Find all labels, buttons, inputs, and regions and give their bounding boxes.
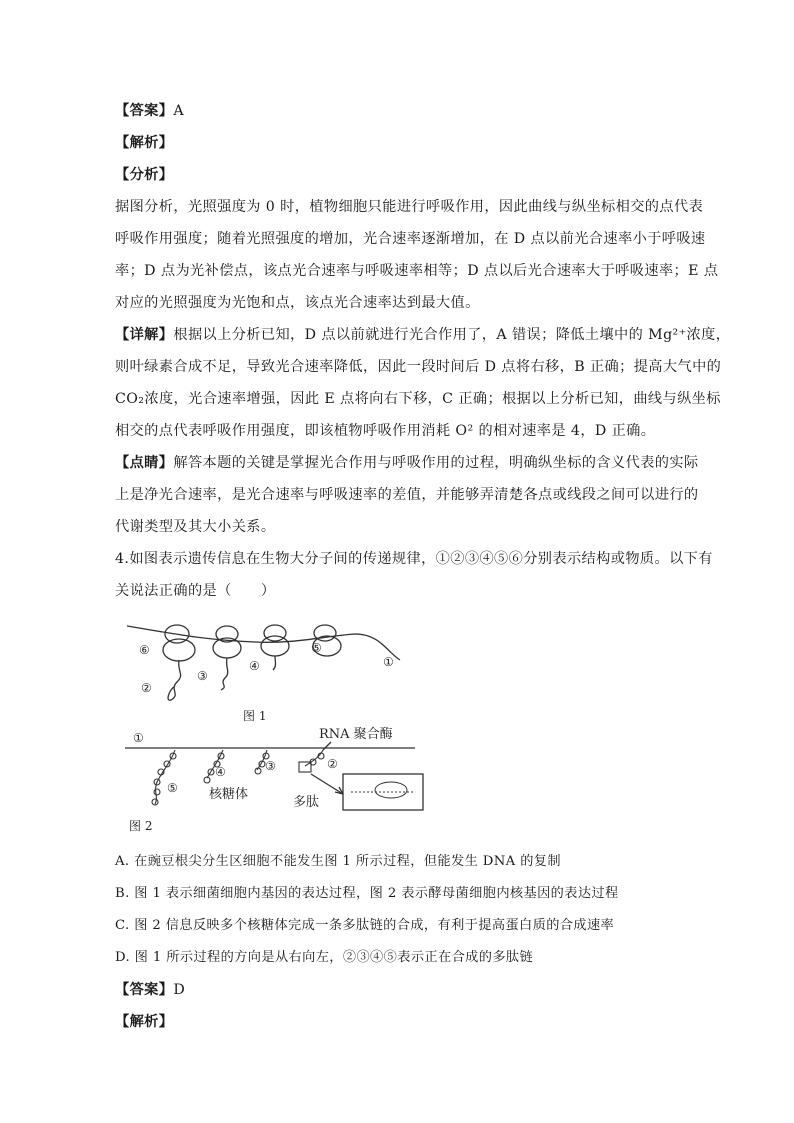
fig2-label-5: ⑤ xyxy=(167,781,178,795)
fig1-caption: 图 1 xyxy=(243,709,267,723)
xiangjie-line: CO₂浓度，光合速率增强，因此 E 点将向右下移，C 正确；根据以上分析已知，曲线与纵坐标 xyxy=(115,391,721,407)
fenxi-heading: 【分析】 xyxy=(115,167,174,183)
fig1-label-3: ③ xyxy=(197,669,208,683)
fenxi-line: 对应的光照强度为光饱和点，该点光合速率达到最大值。 xyxy=(115,295,480,311)
translation-figure xyxy=(115,612,435,842)
polypeptide-2 xyxy=(168,660,181,700)
mrna-chain-5 xyxy=(152,750,176,805)
fenxi-line: 呼吸作用强度；随着光照强度的增加，光合速率逐渐增加，在 D 点以前光合速率小于呼吸速 xyxy=(115,231,706,247)
fenxi-line: 率；D 点为光补偿点，该点光合速率与呼吸速率相等；D 点以后光合速率大于呼吸速率；E 点 xyxy=(115,263,719,279)
dianjing-label: 【点睛】 xyxy=(115,455,174,471)
ribosome-label: 核糖体 xyxy=(209,787,249,802)
xiangjie-label: 【详解】 xyxy=(115,327,174,343)
answer-line xyxy=(115,101,184,121)
dianjing-line: 上是净光合速率，是光合速率与呼吸速率的差值，并能够弄清楚各点或线段之间可以进行的 xyxy=(115,487,699,503)
fig2-label-4: ④ xyxy=(215,765,226,779)
zoom-arrow xyxy=(311,774,343,794)
option-c: C. 图 2 信息反映多个核糖体完成一条多肽链的合成，有利于提高蛋白质的合成速率 xyxy=(115,918,615,933)
answer-label: 【答案】 xyxy=(115,103,174,119)
answer-value-2: D xyxy=(173,982,186,998)
fig1-label-1: ① xyxy=(383,655,394,669)
xiangjie-line: 相交的点代表呼吸作用强度，即该植物呼吸作用消耗 O² 的相对速率是 4，D 正确。 xyxy=(115,423,656,439)
dianjing-line: 代谢类型及其大小关系。 xyxy=(115,519,276,535)
dianjing-line xyxy=(115,453,699,473)
polypeptide-4 xyxy=(273,656,276,670)
ribosome-6 xyxy=(163,625,195,661)
analysis-heading-2: 【解析】 xyxy=(115,1014,174,1030)
polymerase-pointer xyxy=(323,742,331,750)
answer-label-2: 【答案】 xyxy=(115,982,174,998)
fig1-label-2: ② xyxy=(141,681,152,695)
fig2-label-2: ② xyxy=(327,757,338,771)
answer-value: A xyxy=(173,103,185,119)
option-d: D. 图 1 所示过程的方向是从右向左，②③④⑤表示正在合成的多肽链 xyxy=(115,950,534,965)
fig2-label-1: ① xyxy=(133,731,144,745)
ribosome-3 xyxy=(213,626,241,658)
mrna-chain-2 xyxy=(299,750,324,772)
fig1-label-4: ④ xyxy=(249,659,260,673)
polypeptide-3 xyxy=(221,658,228,690)
ribosome-4 xyxy=(261,625,289,656)
option-b: B. 图 1 表示细菌细胞内基因的表达过程，图 2 表示酵母菌细胞内核基因的表达过程 xyxy=(115,886,619,901)
question-line: 4.如图表示遗传信息在生物大分子间的传递规律，①②③④⑤⑥分别表示结构或物质。以下有 xyxy=(115,551,713,567)
polypeptide-label: 多肽 xyxy=(293,795,320,810)
figure-drawing xyxy=(115,612,435,842)
zoom-box-ribosome xyxy=(375,782,407,798)
answer-line-2 xyxy=(115,980,185,1000)
analysis-heading: 【解析】 xyxy=(115,135,174,151)
fig2-label-3: ③ xyxy=(265,759,276,773)
fig2-caption: 图 2 xyxy=(129,819,153,833)
mrna-strand-fig1 xyxy=(127,626,400,660)
xiangjie-text: 根据以上分析已知，D 点以前就进行光合作用了，A 错误；降低土壤中的 Mg²⁺浓度， xyxy=(173,327,731,343)
rna-polymerase-label: RNA 聚合酶 xyxy=(319,727,393,742)
xiangjie-line xyxy=(115,325,730,345)
dianjing-text: 解答本题的关键是掌握光合作用与呼吸作用的过程，明确纵坐标的含义代表的实际 xyxy=(173,455,699,471)
fenxi-line: 据图分析，光照强度为 0 时，植物细胞只能进行呼吸作用，因此曲线与纵坐标相交的点代表 xyxy=(115,199,704,215)
question-line: 关说法正确的是（ ） xyxy=(115,583,276,599)
xiangjie-line: 则叶绿素合成不足，导致光合速率降低，因此一段时间后 D 点将右移，B 正确；提高大气中的 xyxy=(115,359,722,375)
fig1-label-6: ⑥ xyxy=(139,643,150,657)
option-a: A. 在豌豆根尖分生区细胞不能发生图 1 所示过程，但能发生 DNA 的复制 xyxy=(115,854,561,869)
fig1-label-5: ⑤ xyxy=(311,641,322,655)
